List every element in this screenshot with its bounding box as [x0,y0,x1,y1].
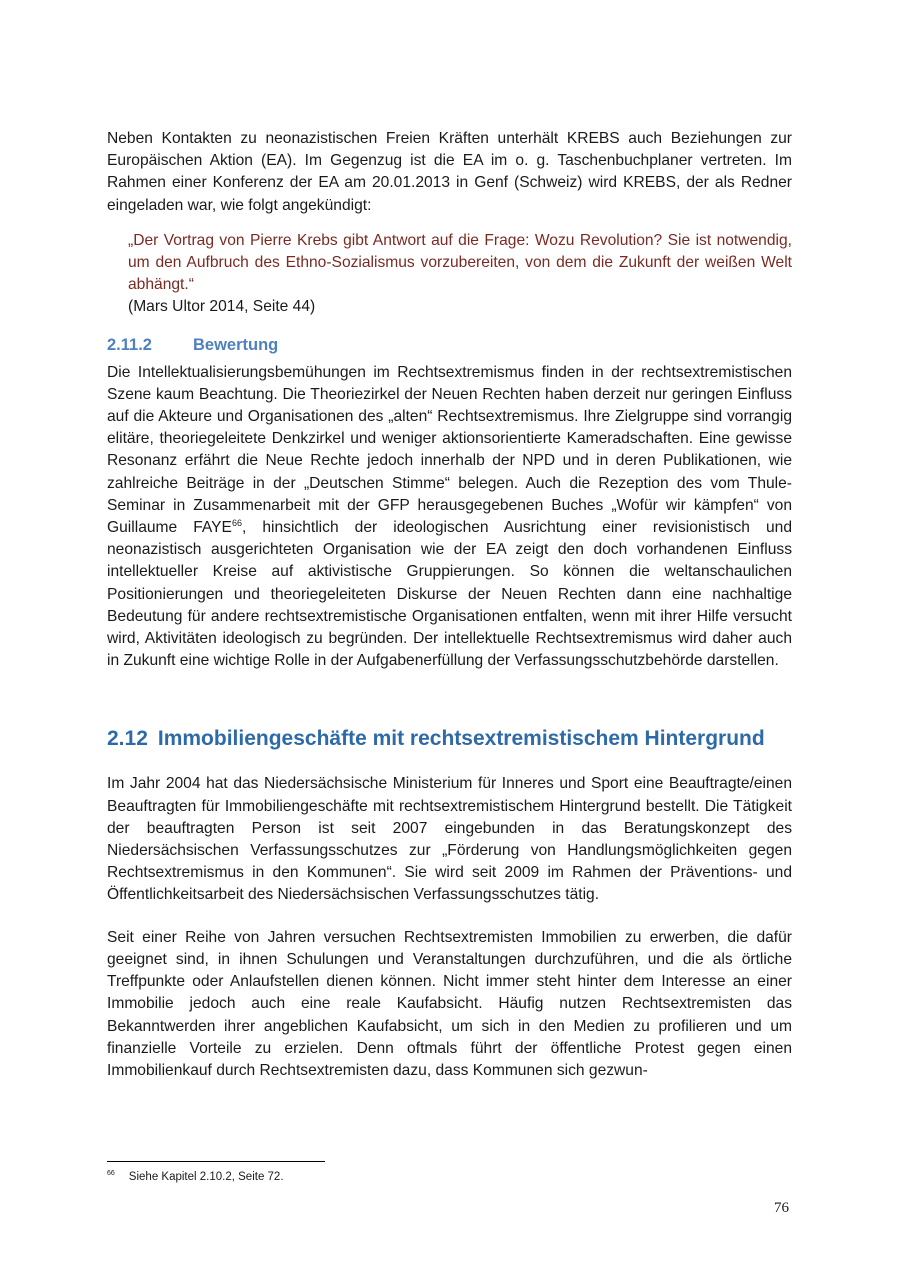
section-title: Bewertung [193,335,279,354]
page-body [107,128,792,1082]
section-heading-2-11-2 [107,333,792,357]
quote-source: (Mars Ultor 2014, Seite 44) [128,298,316,316]
assessment-text-part2: , hinsichtlich der ideologischen Ausrichtung einer revisionistisch und neonazistisch ausgerichteten Organisation wie der EA zeigt den doch vorhandenen Einfluss intellektueller Kreise auf aktivistische Gruppierungen. So können die weltanschaulichen Positionierungen und theoriegeleiteten Diskurse der Neuen Rechten dann eine nachhaltige Bedeutung für andere rechtsextremistische Organisationen entfalten, wenn mit ihrer Hilfe versucht wird, Aktivitäten ideologisch zu begründen. Der intellektuelle Rechtsextremismus wird daher auch in Zukunft eine wichtige Rolle in der Aufgabenerfüllung der Verfassungsschutzbehörde darstellen. [107,519,792,670]
real-estate-paragraph-1: Im Jahr 2004 hat das Niedersächsische Ministerium für Inneres und Sport eine Beauftragte/einen Beauftragten für Immobiliengeschäfte mit rechtsextremistischem Hintergrund bestellt. Die Tätigkeit der beauftragten Person ist seit 2007 eingebunden in das Beratungskonzept des Niedersächsischen Verfassungsschutzes zur „Förderung von Handlungsmöglichkeiten gegen Rechtsextremismus in den Kommunen“. Sie wird seit 2009 im Rahmen der Präventions- und Öffentlichkeitsarbeit des Niedersächsischen Verfassungsschutzes tätig. [107,775,792,904]
intro-paragraph: Neben Kontakten zu neonazistischen Freien Kräften unterhält KREBS auch Beziehungen zur Europäischen Aktion (EA). Im Gegenzug ist die EA im o. g. Taschenbuchplaner vertreten. Im Rahmen einer Konferenz der EA am 20.01.2013 in Genf (Schweiz) wird KREBS, der als Redner eingeladen war, wie folgt angekündigt: [107,130,792,214]
section-number: 2.11.2 [107,335,152,354]
paragraph-gap [107,907,792,927]
quote-block [128,230,792,319]
section-title: Immobiliengeschäfte mit rechtsextremistischem Hintergrund [157,727,765,751]
footnote-text: Siehe Kapitel 2.10.2, Seite 72. [128,1171,284,1183]
footnote [107,1169,284,1185]
assessment-paragraph [107,362,792,673]
footnote-number: 66 [107,1170,115,1178]
footnote-divider [107,1161,325,1162]
quote-text: „Der Vortrag von Pierre Krebs gibt Antwort auf die Frage: Wozu Revolution? Sie ist notwendig, um den Aufbruch des Ethno-Sozialismus vorzubereiten, von dem die Zukunft der weißen Welt abhängt.“ [128,231,792,294]
page-number: 76 [774,1200,789,1216]
real-estate-paragraph-2: Seit einer Reihe von Jahren versuchen Rechtsextremisten Immobilien zu erwerben, die dafür geeignet sind, in ihnen Schulungen und Veranstaltungen durchzuführen, und die als örtliche Treffpunkte oder Anlaufstellen dienen können. Nicht immer steht hinter dem Interesse an einer Immobilie jedoch auch eine reale Kaufabsicht. Häufig nutzen Rechtsextremisten das Bekanntwerden ihrer angeblichen Kaufabsicht, um sich in den Medien zu profilieren und um finanzielle Vorteile zu erzielen. Denn oftmals führt der öffentliche Protest gegen einen Immobilienkauf durch Rechtsextremisten dazu, dass Kommunen sich gezwun- [107,928,792,1079]
footnote-reference[interactable]: 66 [231,517,242,528]
section-heading-2-12 [107,723,792,755]
assessment-text-part1: Die Intellektualisierungsbemühungen im Rechtsextremismus finden in der rechtsextremistischen Szene kaum Beachtung. Die Theoriezirkel der Neuen Rechten haben derzeit nur geringen Einfluss auf die Akteure und Organisationen des „alten“ Rechtsextremismus. Ihre Zielgruppe sind vorrangig elitäre, theoriegeleitete Denkzirkel und weniger aktionsorientierte Kameradschaften. Eine gewisse Resonanz erfährt die Neue Rechte jedoch innerhalb der NPD und in deren Publikationen, wie zahlreiche Beiträge in der „Deutschen Stimme“ belegen. Auch die Rezeption des vom Thule-Seminar in Zusammenarbeit mit der GFP herausgegebenen Buches „Wofür wir kämpfen“ von Guillaume FAYE [107,363,792,537]
section-number: 2.12 [107,727,148,751]
